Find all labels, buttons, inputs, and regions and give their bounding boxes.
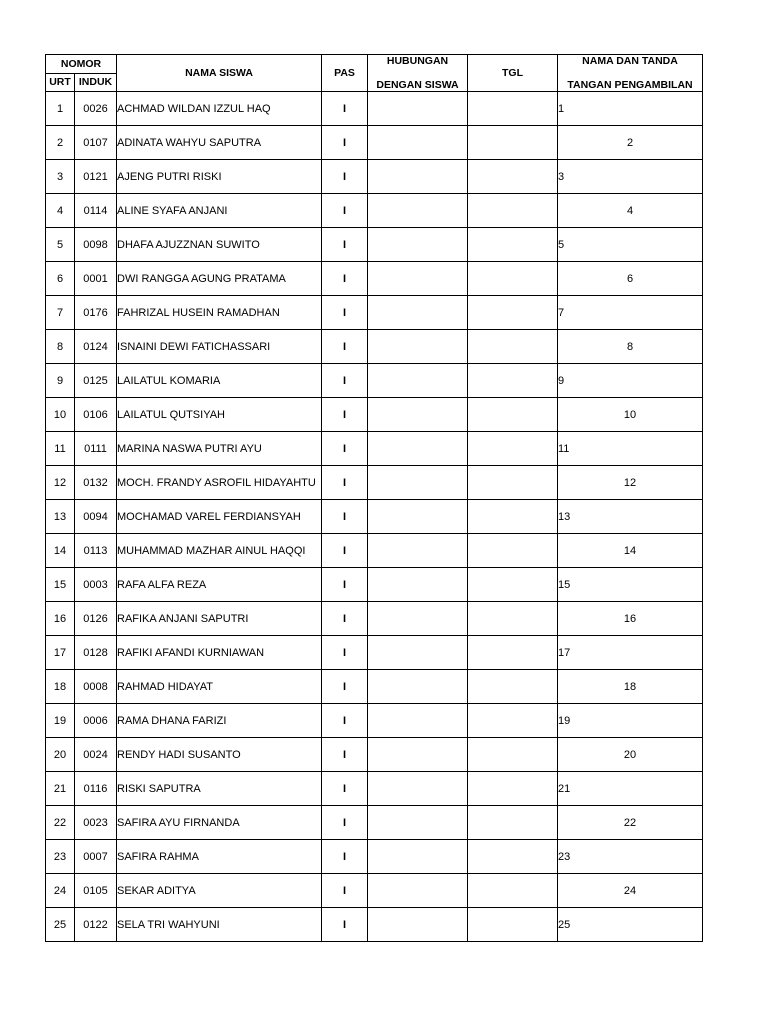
table-row (46, 738, 703, 772)
header-nama-siswa: NAMA SISWA (117, 55, 322, 92)
row-pas: I (322, 330, 368, 364)
row-number: 21 (46, 772, 75, 806)
row-signature: 2 (558, 126, 703, 160)
row-induk: 0125 (75, 364, 117, 398)
row-number: 16 (46, 602, 75, 636)
table-row (46, 806, 703, 840)
row-signature: 18 (558, 670, 703, 704)
row-induk: 0124 (75, 330, 117, 364)
row-number: 6 (46, 262, 75, 296)
row-student-name: RAFIKI AFANDI KURNIAWAN (117, 636, 322, 670)
row-number: 15 (46, 568, 75, 602)
row-hubungan (368, 364, 468, 398)
row-student-name: ACHMAD WILDAN IZZUL HAQ (117, 92, 322, 126)
row-tgl (468, 602, 558, 636)
row-number: 14 (46, 534, 75, 568)
row-pas: I (322, 296, 368, 330)
row-pas: I (322, 636, 368, 670)
row-tgl (468, 398, 558, 432)
row-induk: 0116 (75, 772, 117, 806)
row-tgl (468, 432, 558, 466)
table-row (46, 534, 703, 568)
row-signature: 17 (558, 636, 703, 670)
table-row (46, 364, 703, 398)
row-pas: I (322, 840, 368, 874)
table-row (46, 92, 703, 126)
table-row (46, 126, 703, 160)
row-hubungan (368, 296, 468, 330)
row-hubungan (368, 92, 468, 126)
row-student-name: SEKAR ADITYA (117, 874, 322, 908)
header-ttd-line2: TANGAN PENGAMBILAN (567, 79, 693, 91)
row-number: 1 (46, 92, 75, 126)
row-hubungan (368, 432, 468, 466)
row-student-name: RISKI SAPUTRA (117, 772, 322, 806)
row-tgl (468, 908, 558, 942)
row-induk: 0122 (75, 908, 117, 942)
row-hubungan (368, 534, 468, 568)
table-row (46, 874, 703, 908)
row-number: 2 (46, 126, 75, 160)
row-number: 23 (46, 840, 75, 874)
row-number: 17 (46, 636, 75, 670)
row-induk: 0023 (75, 806, 117, 840)
row-signature: 25 (558, 908, 703, 942)
row-pas: I (322, 738, 368, 772)
row-number: 12 (46, 466, 75, 500)
table-row (46, 568, 703, 602)
row-signature: 15 (558, 568, 703, 602)
row-tgl (468, 500, 558, 534)
row-student-name: AJENG PUTRI RISKI (117, 160, 322, 194)
table-row (46, 602, 703, 636)
table-body (46, 92, 703, 942)
row-number: 11 (46, 432, 75, 466)
row-hubungan (368, 568, 468, 602)
row-signature: 23 (558, 840, 703, 874)
row-tgl (468, 840, 558, 874)
row-number: 8 (46, 330, 75, 364)
row-number: 10 (46, 398, 75, 432)
row-pas: I (322, 126, 368, 160)
row-number: 9 (46, 364, 75, 398)
row-induk: 0008 (75, 670, 117, 704)
row-pas: I (322, 500, 368, 534)
table-row (46, 466, 703, 500)
row-signature: 14 (558, 534, 703, 568)
row-hubungan (368, 126, 468, 160)
pickup-register-table (45, 54, 703, 942)
row-hubungan (368, 194, 468, 228)
row-student-name: MOCHAMAD VAREL FERDIANSYAH (117, 500, 322, 534)
table-row (46, 636, 703, 670)
header-row-top (46, 55, 703, 74)
row-pas: I (322, 364, 368, 398)
row-number: 13 (46, 500, 75, 534)
row-induk: 0126 (75, 602, 117, 636)
row-hubungan (368, 840, 468, 874)
row-number: 24 (46, 874, 75, 908)
row-induk: 0106 (75, 398, 117, 432)
header-hubungan-line1: HUBUNGAN (386, 55, 449, 67)
row-hubungan (368, 466, 468, 500)
row-number: 4 (46, 194, 75, 228)
row-student-name: RAFIKA ANJANI SAPUTRI (117, 602, 322, 636)
row-number: 3 (46, 160, 75, 194)
header-tgl: TGL (468, 55, 558, 92)
table-row (46, 228, 703, 262)
row-number: 5 (46, 228, 75, 262)
row-induk: 0176 (75, 296, 117, 330)
row-student-name: ADINATA WAHYU SAPUTRA (117, 126, 322, 160)
row-pas: I (322, 602, 368, 636)
row-student-name: ALINE SYAFA ANJANI (117, 194, 322, 228)
table-row (46, 840, 703, 874)
row-tgl (468, 636, 558, 670)
row-tgl (468, 160, 558, 194)
row-hubungan (368, 160, 468, 194)
row-number: 20 (46, 738, 75, 772)
table-row (46, 432, 703, 466)
row-signature: 20 (558, 738, 703, 772)
row-number: 22 (46, 806, 75, 840)
row-hubungan (368, 670, 468, 704)
header-induk: INDUK (75, 73, 117, 92)
row-hubungan (368, 874, 468, 908)
row-student-name: RAFA ALFA REZA (117, 568, 322, 602)
row-student-name: SAFIRA AYU FIRNANDA (117, 806, 322, 840)
header-pas: PAS (322, 55, 368, 92)
row-induk: 0024 (75, 738, 117, 772)
row-pas: I (322, 704, 368, 738)
row-student-name: RENDY HADI SUSANTO (117, 738, 322, 772)
row-pas: I (322, 262, 368, 296)
row-student-name: ISNAINI DEWI FATICHASSARI (117, 330, 322, 364)
row-tgl (468, 874, 558, 908)
table-row (46, 500, 703, 534)
header-ttd (558, 55, 703, 92)
row-signature: 10 (558, 398, 703, 432)
table-row (46, 908, 703, 942)
row-tgl (468, 534, 558, 568)
table-row (46, 160, 703, 194)
row-number: 19 (46, 704, 75, 738)
row-pas: I (322, 534, 368, 568)
row-hubungan (368, 704, 468, 738)
row-signature: 9 (558, 364, 703, 398)
row-pas: I (322, 92, 368, 126)
row-induk: 0105 (75, 874, 117, 908)
table-row (46, 296, 703, 330)
header-hubungan-line2: DENGAN SISWA (376, 79, 459, 91)
row-induk: 0003 (75, 568, 117, 602)
row-hubungan (368, 806, 468, 840)
row-pas: I (322, 228, 368, 262)
row-signature: 11 (558, 432, 703, 466)
row-student-name: DWI RANGGA AGUNG PRATAMA (117, 262, 322, 296)
row-tgl (468, 296, 558, 330)
row-tgl (468, 738, 558, 772)
row-signature: 5 (558, 228, 703, 262)
row-induk: 0098 (75, 228, 117, 262)
row-signature: 7 (558, 296, 703, 330)
row-hubungan (368, 602, 468, 636)
row-pas: I (322, 398, 368, 432)
header-ttd-line1: NAMA DAN TANDA (582, 55, 678, 67)
row-induk: 0113 (75, 534, 117, 568)
row-number: 25 (46, 908, 75, 942)
row-student-name: LAILATUL KOMARIA (117, 364, 322, 398)
table-row (46, 262, 703, 296)
row-signature: 3 (558, 160, 703, 194)
row-hubungan (368, 262, 468, 296)
table-row (46, 670, 703, 704)
table-row (46, 330, 703, 364)
row-hubungan (368, 398, 468, 432)
row-hubungan (368, 636, 468, 670)
row-tgl (468, 806, 558, 840)
row-tgl (468, 670, 558, 704)
header-hubungan (368, 55, 468, 92)
row-tgl (468, 92, 558, 126)
row-student-name: MOCH. FRANDY ASROFIL HIDAYAHTU (117, 466, 322, 500)
row-number: 7 (46, 296, 75, 330)
row-tgl (468, 466, 558, 500)
row-induk: 0094 (75, 500, 117, 534)
row-signature: 8 (558, 330, 703, 364)
row-signature: 4 (558, 194, 703, 228)
row-signature: 16 (558, 602, 703, 636)
row-pas: I (322, 670, 368, 704)
row-induk: 0111 (75, 432, 117, 466)
row-tgl (468, 262, 558, 296)
row-pas: I (322, 160, 368, 194)
row-signature: 12 (558, 466, 703, 500)
row-hubungan (368, 330, 468, 364)
row-signature: 1 (558, 92, 703, 126)
row-tgl (468, 364, 558, 398)
row-induk: 0132 (75, 466, 117, 500)
row-induk: 0121 (75, 160, 117, 194)
row-tgl (468, 330, 558, 364)
row-tgl (468, 126, 558, 160)
row-signature: 24 (558, 874, 703, 908)
row-pas: I (322, 194, 368, 228)
table-row (46, 398, 703, 432)
row-signature: 19 (558, 704, 703, 738)
header-nomor: NOMOR (46, 55, 117, 74)
row-tgl (468, 228, 558, 262)
table-row (46, 772, 703, 806)
row-induk: 0107 (75, 126, 117, 160)
row-induk: 0128 (75, 636, 117, 670)
row-tgl (468, 772, 558, 806)
row-induk: 0114 (75, 194, 117, 228)
row-induk: 0026 (75, 92, 117, 126)
row-pas: I (322, 466, 368, 500)
row-hubungan (368, 738, 468, 772)
row-student-name: FAHRIZAL HUSEIN RAMADHAN (117, 296, 322, 330)
header-urt: URT (46, 73, 75, 92)
row-pas: I (322, 908, 368, 942)
row-pas: I (322, 772, 368, 806)
table-row (46, 704, 703, 738)
row-student-name: SAFIRA RAHMA (117, 840, 322, 874)
row-induk: 0006 (75, 704, 117, 738)
row-hubungan (368, 500, 468, 534)
row-induk: 0007 (75, 840, 117, 874)
row-pas: I (322, 568, 368, 602)
row-signature: 21 (558, 772, 703, 806)
table-row (46, 194, 703, 228)
row-signature: 22 (558, 806, 703, 840)
row-pas: I (322, 806, 368, 840)
row-tgl (468, 704, 558, 738)
row-pas: I (322, 432, 368, 466)
row-number: 18 (46, 670, 75, 704)
row-tgl (468, 568, 558, 602)
row-signature: 6 (558, 262, 703, 296)
row-hubungan (368, 772, 468, 806)
row-hubungan (368, 228, 468, 262)
row-student-name: MARINA NASWA PUTRI AYU (117, 432, 322, 466)
row-pas: I (322, 874, 368, 908)
row-hubungan (368, 908, 468, 942)
row-student-name: RAHMAD HIDAYAT (117, 670, 322, 704)
row-student-name: MUHAMMAD MAZHAR AINUL HAQQI (117, 534, 322, 568)
row-student-name: RAMA DHANA FARIZI (117, 704, 322, 738)
row-student-name: LAILATUL QUTSIYAH (117, 398, 322, 432)
row-induk: 0001 (75, 262, 117, 296)
row-student-name: SELA TRI WAHYUNI (117, 908, 322, 942)
row-signature: 13 (558, 500, 703, 534)
row-student-name: DHAFA AJUZZNAN SUWITO (117, 228, 322, 262)
row-tgl (468, 194, 558, 228)
